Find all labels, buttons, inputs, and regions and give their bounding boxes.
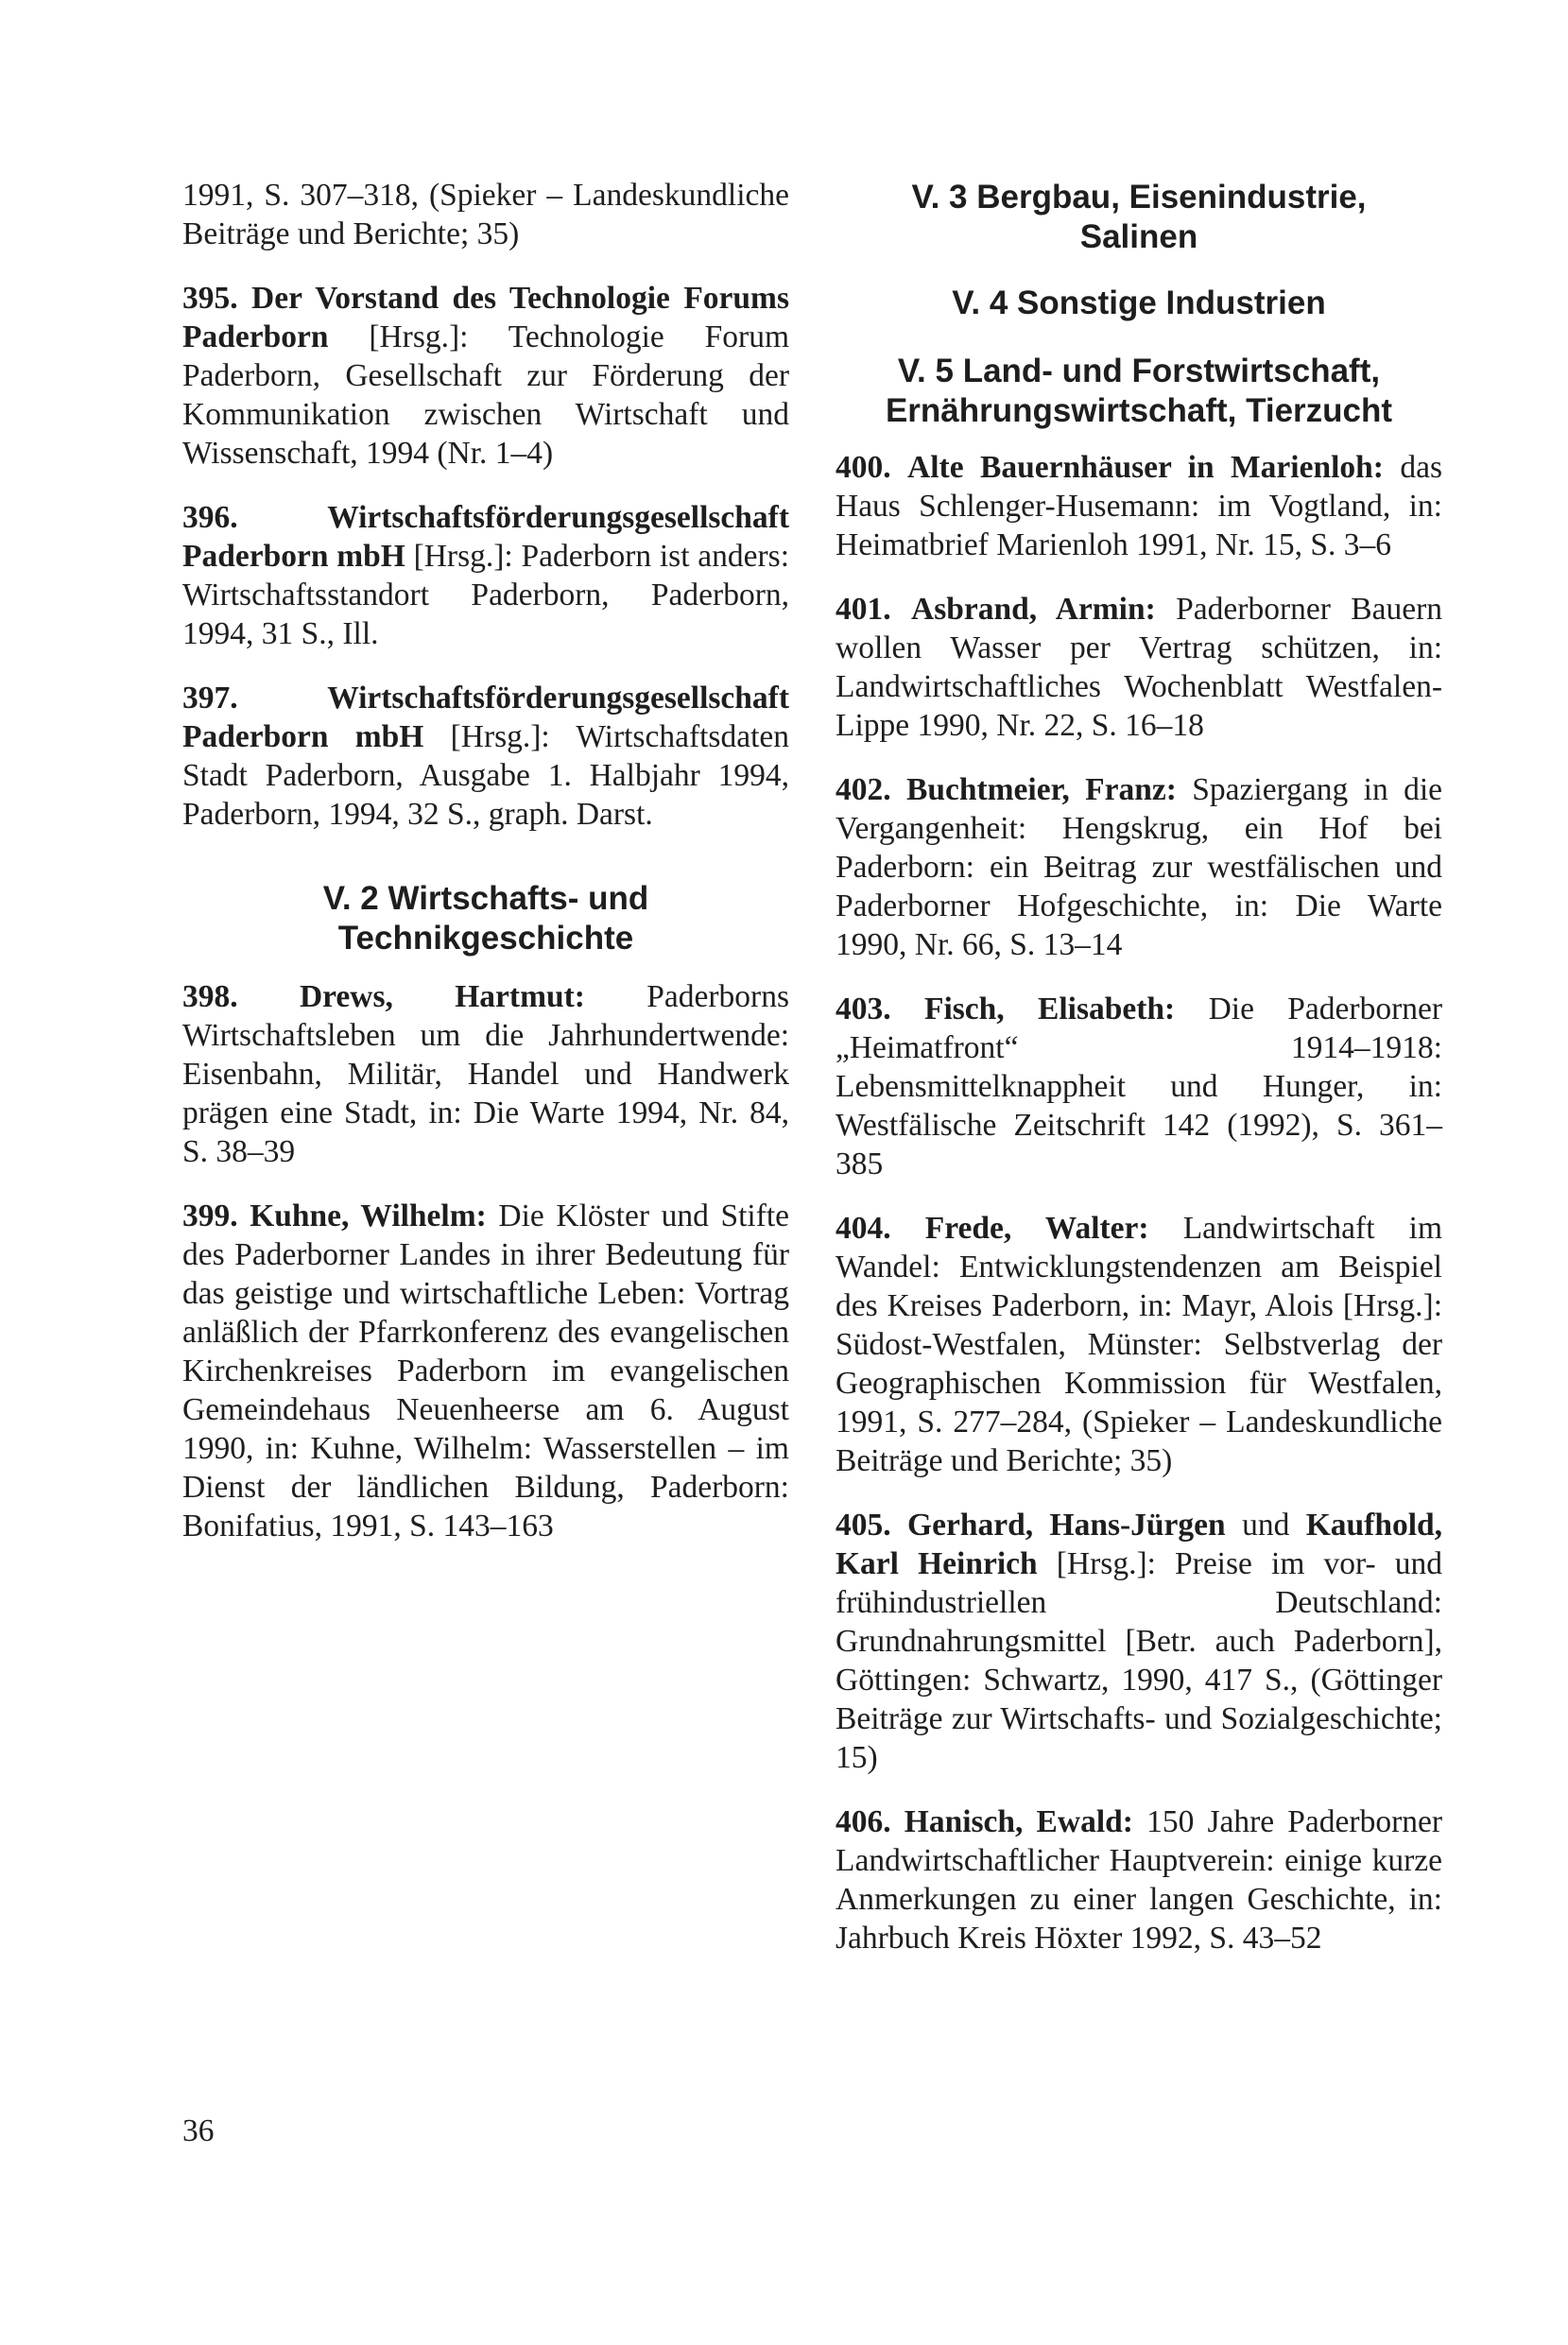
right-column — [836, 178, 1442, 1983]
entry-number: 395. — [182, 281, 238, 316]
entry-text: das Haus Schlenger-Husemann: im Vogtland, in: Heimatbrief Marienloh 1991, Nr. 15, S. 3–6 — [836, 450, 1443, 562]
entry-text: [Hrsg.]: Paderborn ist anders: Wirtschaftsstandort Paderborn, Paderborn, 1994, 31 S., Ill. — [182, 539, 790, 651]
entry-author: Drews, Hartmut: — [299, 979, 585, 1014]
entry-text: [Hrsg.]: Preise im vor- und frühindustriellen Deutschland: Grundnahrungsmittel [Betr. auch Paderborn], Göttingen: Schwartz, 1990, 417 S., (Göttinger Beiträge zur Wirtschafts- und Sozialgeschichte; 15) — [836, 1546, 1443, 1775]
page-number: 36 — [182, 2113, 215, 2148]
entry-397 — [182, 679, 789, 834]
entry-connector: und — [1242, 1508, 1290, 1543]
entry-text: [Hrsg.]: Technologie Forum Paderborn, Gesellschaft zur Förderung der Kommunikation zwischen Wirtschaft und Wissenschaft, 1994 (Nr. 1–4) — [182, 319, 790, 471]
entry-author: Der Vorstand des Technologie Forums Paderborn — [182, 281, 789, 354]
entry-text: [Hrsg.]: Wirtschaftsdaten Stadt Paderborn, Ausgabe 1. Halbjahr 1994, Paderborn, 1994, 32 S., graph. Darst. — [182, 719, 789, 832]
entry-number: 403. — [836, 991, 891, 1026]
entry-text: Spaziergang in die Vergangenheit: Hengskrug, ein Hof bei Paderborn: ein Beitrag zur westfälischen und Paderborner Hofgeschichte, in: Die Warte 1990, Nr. 66, S. 13–14 — [836, 772, 1442, 962]
entry-405 — [836, 1506, 1442, 1777]
entry-396 — [182, 498, 789, 653]
entry-number: 404. — [836, 1211, 891, 1246]
entry-text: Die Paderborner „Heimatfront“ 1914–1918: Lebensmittelknappheit und Hunger, in: Westfälische Zeitschrift 142 (1992), S. 361–385 — [836, 991, 1443, 1181]
entry-404 — [836, 1209, 1442, 1480]
section-heading-v2: V. 2 Wirtschafts- und Technikgeschichte — [322, 880, 649, 957]
entry-406 — [836, 1802, 1442, 1957]
entry-author: Alte Bauernhäuser in Marienloh: — [907, 450, 1384, 485]
entry-number: 402. — [836, 772, 891, 807]
entry-text: 150 Jahre Paderborner Landwirtschaftlicher Hauptverein: einige kurze Anmerkungen zu einer langen Geschichte, in: Jahrbuch Kreis Höxter 1992, S. 43–52 — [836, 1804, 1443, 1956]
entry-401 — [836, 590, 1442, 745]
entry-399 — [182, 1197, 789, 1545]
entry-text: Paderborner Bauern wollen Wasser per Vertrag schützen, in: Landwirtschaftliches Wochenblatt Westfalen-Lippe 1990, Nr. 22, S. 16–18 — [836, 592, 1443, 743]
section-heading-v5: V. 5 Land- und Forstwirtschaft, Ernährungswirtschaft, Tierzucht — [885, 353, 1393, 429]
entry-number: 406. — [836, 1804, 891, 1839]
entry-text: Paderborns Wirtschaftsleben um die Jahrhundertwende: Eisenbahn, Militär, Handel und Handwerk prägen eine Stadt, in: Die Warte 1994, Nr. 84, S. 38–39 — [182, 979, 789, 1169]
entry-author: Buchtmeier, Franz: — [906, 772, 1177, 807]
entry-number: 396. — [182, 500, 238, 535]
section-heading-v4: V. 4 Sonstige Industrien — [952, 285, 1326, 321]
entry-number: 400. — [836, 450, 891, 485]
entry-author: Gerhard, Hans-Jürgen — [907, 1508, 1226, 1543]
entry-author: Fisch, Elisabeth: — [923, 991, 1176, 1026]
entry-number: 405. — [836, 1508, 891, 1543]
entry-403 — [836, 990, 1442, 1183]
entry-author: Wirtschaftsförderungsgesellschaft Paderborn mbH — [182, 681, 789, 754]
entry-author: Kuhne, Wilhelm: — [250, 1198, 487, 1233]
entry-author: Asbrand, Armin: — [911, 592, 1156, 627]
continuation-text: 1991, S. 307–318, (Spieker – Landeskundliche Beiträge und Berichte; 35) — [182, 178, 789, 251]
entry-number: 401. — [836, 592, 891, 627]
entry-number: 399. — [182, 1198, 238, 1233]
entry-400 — [836, 448, 1442, 564]
entry-number: 398. — [182, 979, 238, 1014]
entry-395 — [182, 279, 789, 473]
entry-author: Frede, Walter: — [924, 1211, 1149, 1246]
entry-author: Hanisch, Ewald: — [904, 1804, 1133, 1839]
entry-author-2: Kaufhold, Karl Heinrich — [836, 1508, 1443, 1581]
entry-402 — [836, 770, 1442, 964]
entry-text: Landwirtschaft im Wandel: Entwicklungstendenzen am Beispiel des Kreises Paderborn, in: Mayr, Alois [Hrsg.]: Südost-Westfalen, Münster: Selbstverlag der Geographischen Kommission für Westfalen, 1991, S. 277–284, (Spieker – Landeskundliche Beiträge und Berichte; 35) — [836, 1211, 1443, 1478]
entry-text: Die Klöster und Stifte des Paderborner Landes in ihrer Bedeutung für das geistige und wirtschaftliche Leben: Vortrag anläßlich der Pfarrkonferenz des evangelischen Kirchenkreises Paderborn im evangelischen Gemeindehaus Neuenheerse am 6. August 1990, in: Kuhne, Wilhelm: Wasserstellen – im Dienst der ländlichen Bildung, Paderborn: Bonifatius, 1991, S. 143–163 — [182, 1198, 790, 1543]
left-column — [182, 176, 789, 1571]
section-heading-v3: V. 3 Bergbau, Eisenindustrie, Salinen — [911, 179, 1367, 255]
entry-398 — [182, 977, 789, 1171]
entry-author: Wirtschaftsförderungsgesellschaft Paderborn mbH — [182, 500, 789, 574]
entry-number: 397. — [182, 681, 238, 716]
